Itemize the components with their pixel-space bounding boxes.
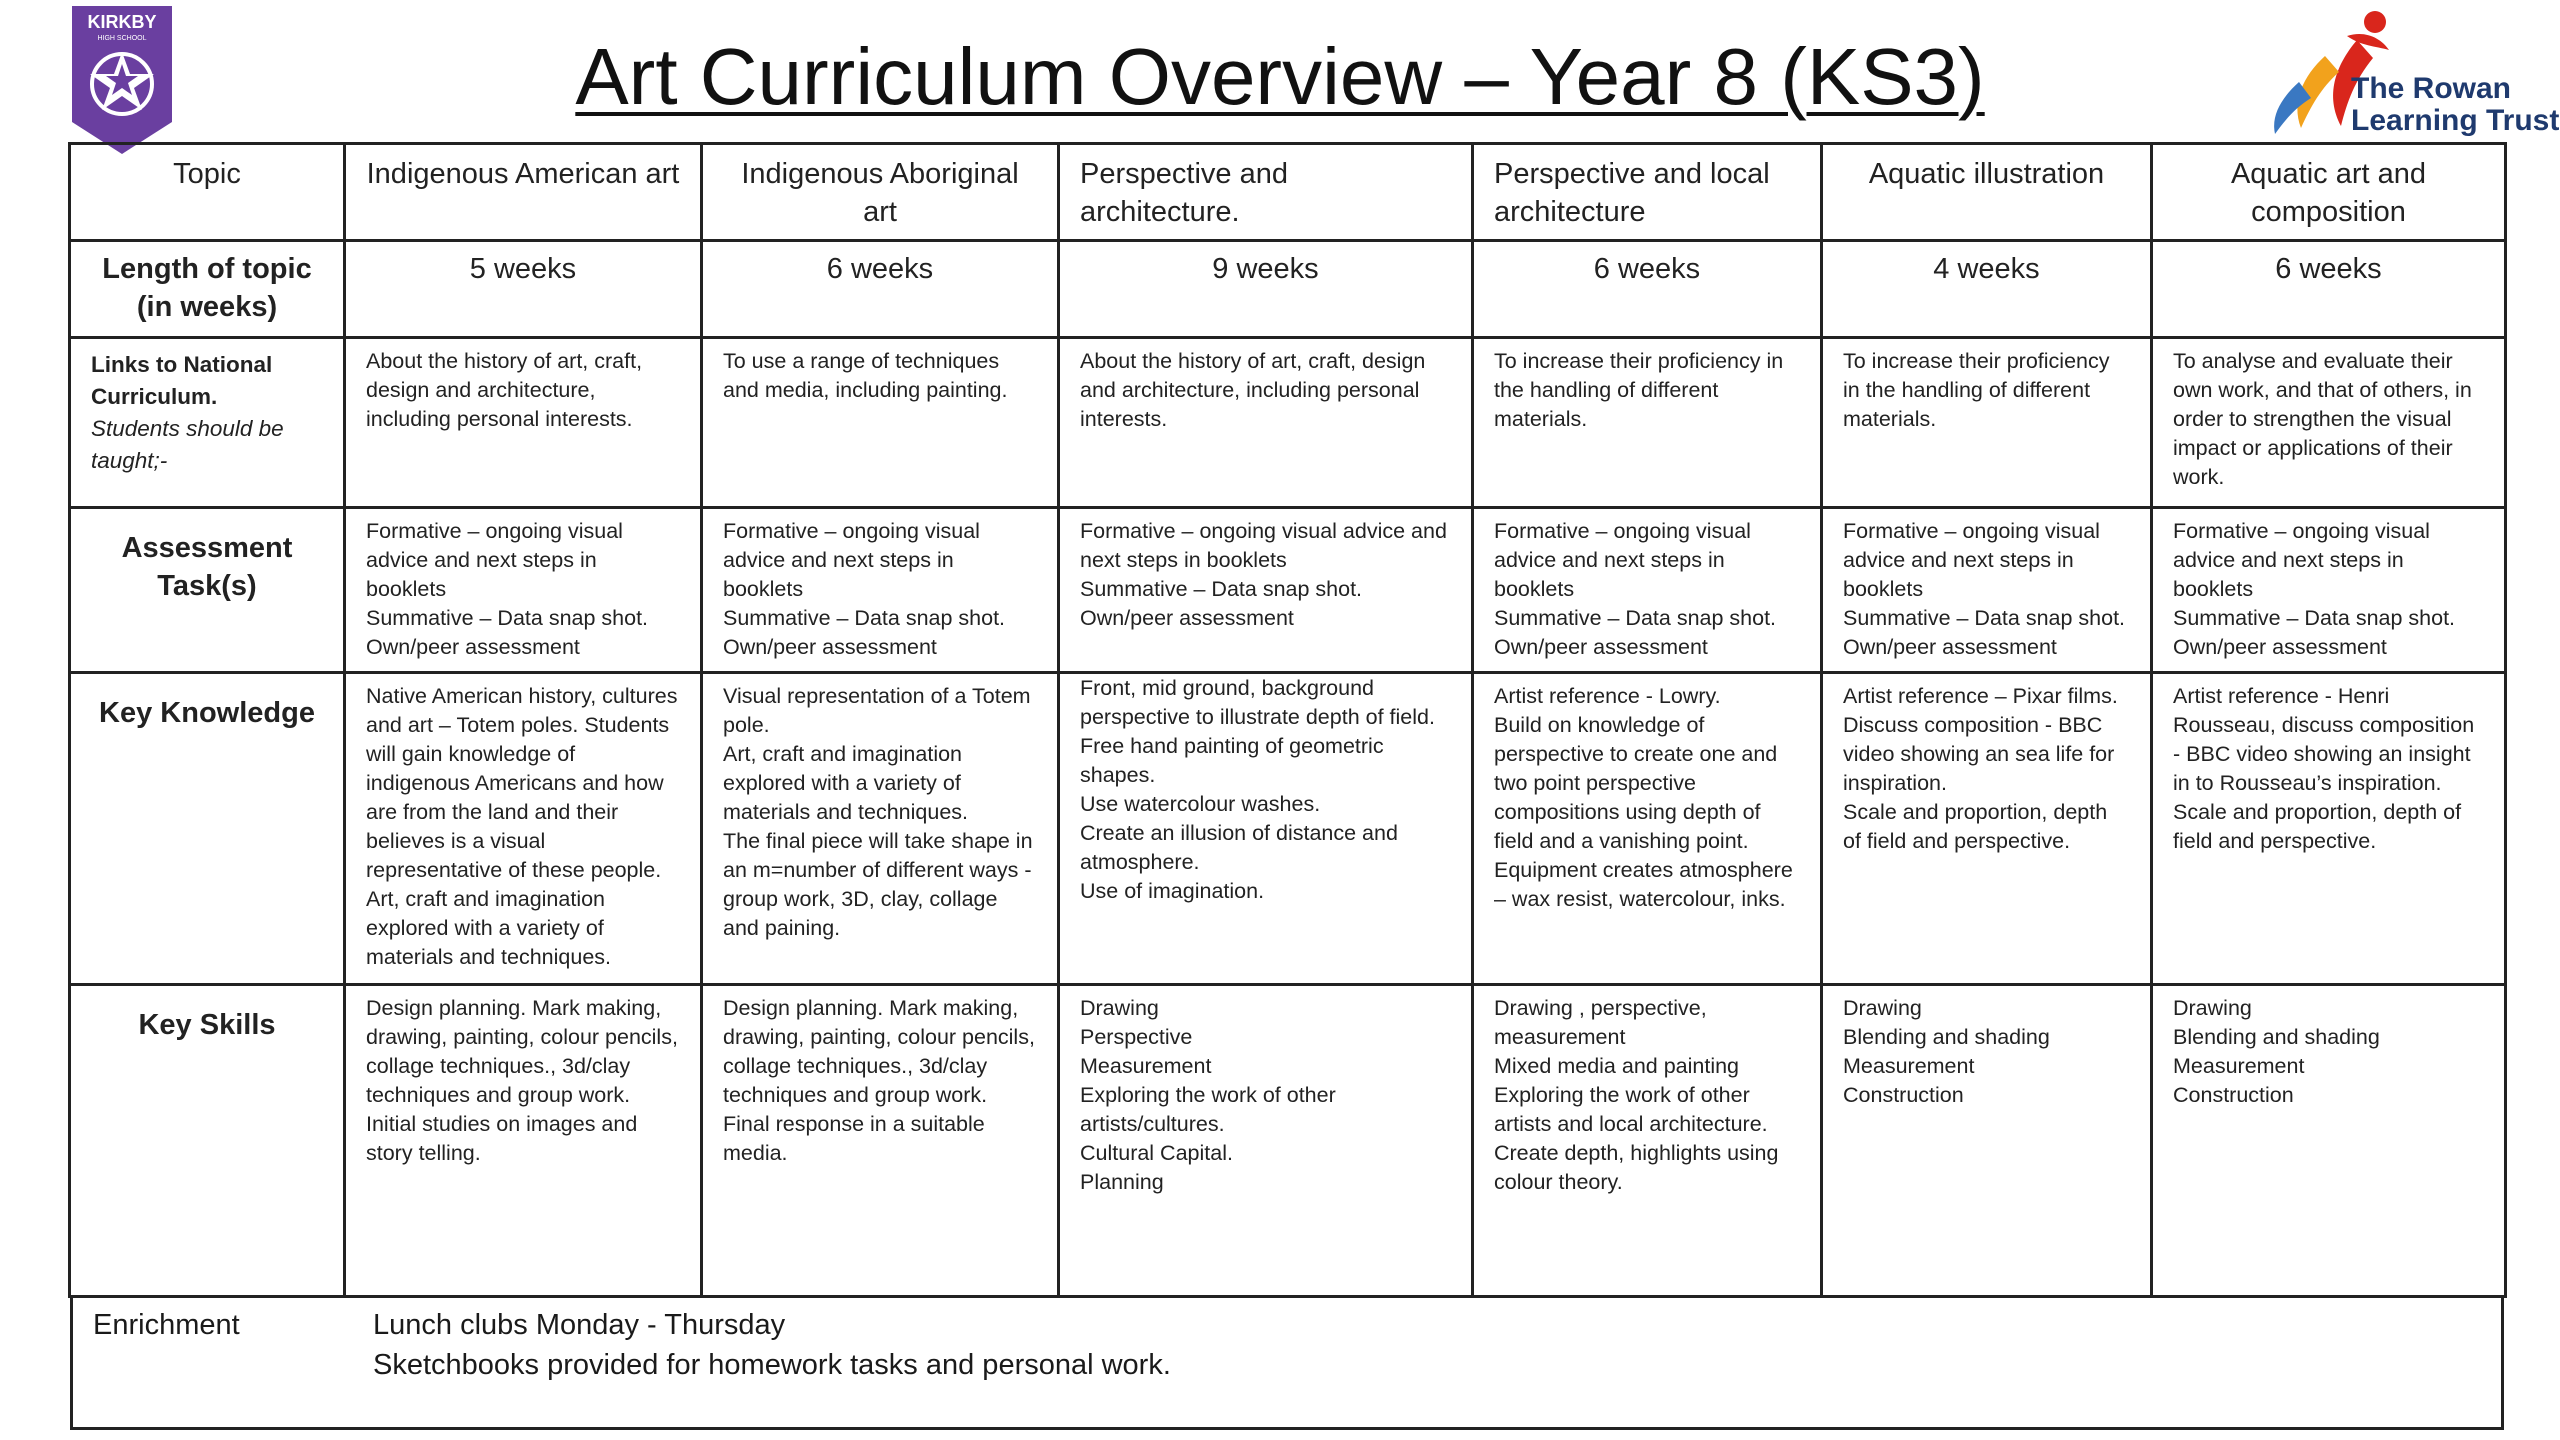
cell-line: Artist reference – Pixar films. Discuss composition - BBC video showing an sea life for inspiration. <box>1843 684 2118 795</box>
cell-line: Drawing <box>1080 996 1159 1020</box>
row-label-assessment: Assessment Task(s) <box>70 508 345 673</box>
skills-row <box>70 985 2506 1297</box>
cell-line: Artist reference - Henri Rousseau, discuss composition - BBC video showing an insight in to Rousseau’s inspiration. <box>2173 684 2475 795</box>
cell-line: Drawing <box>1843 996 1922 1020</box>
trust-logo-line1: The Rowan <box>2351 72 2512 105</box>
cell-line: Artist reference - Lowry. <box>1494 684 1721 708</box>
assessment-cell <box>1473 508 1822 673</box>
cell-line: Scale and proportion, depth of field and perspective. <box>2173 800 2462 853</box>
assessment-cell <box>1059 508 1473 673</box>
length-cell: 6 weeks <box>2152 241 2506 338</box>
cell-line: Own/peer assessment <box>1494 635 1708 659</box>
trust-logo-line2: Learning Trust <box>2351 104 2560 137</box>
links-cell: To analyse and evaluate their own work, and that of others, in order to strengthen the visual impact or applications of their work. <box>2152 338 2506 508</box>
cell-line: Front, mid ground, background perspective to illustrate depth of field. <box>1080 676 1435 729</box>
cell-line: Formative – ongoing visual advice and next steps in booklets <box>366 519 623 601</box>
links-label-italic: Students should be taught;- <box>91 416 284 473</box>
skills-cell <box>2152 985 2506 1297</box>
cell-line: Summative – Data snap shot. <box>366 606 649 630</box>
topic-cell: Aquatic illustration <box>1822 144 2152 241</box>
cell-line: Blending and shading <box>1843 1025 2050 1049</box>
cell-line: Native American history, cultures and art – Totem poles. Students will gain knowledge of indigenous Americans and how are from the land and their believes is a visual representative of these people. <box>366 684 678 882</box>
cell-line: Own/peer assessment <box>1080 606 1294 630</box>
cell-line: Initial studies on images and story telling. <box>366 1112 638 1165</box>
skills-cell <box>1473 985 1822 1297</box>
cell-line: Summative – Data snap shot. <box>1080 577 1363 601</box>
cell-line: Create depth, highlights using colour theory. <box>1494 1141 1779 1194</box>
topic-cell: Perspective and architecture. <box>1059 144 1473 241</box>
enrichment-body <box>353 1295 2503 1429</box>
topic-row <box>70 144 2506 241</box>
cell-line: Exploring the work of other artists and local architecture. <box>1494 1083 1768 1136</box>
cell-line: Scale and proportion, depth of field and perspective. <box>1843 800 2108 853</box>
knowledge-cell <box>702 673 1059 985</box>
cell-line: Summative – Data snap shot. <box>1843 606 2126 630</box>
knowledge-cell <box>345 673 702 985</box>
topic-cell: Perspective and local architecture <box>1473 144 1822 241</box>
assessment-row <box>70 508 2506 673</box>
knowledge-cell <box>1059 673 1473 985</box>
knowledge-row <box>70 673 2506 985</box>
cell-line: Formative – ongoing visual advice and next steps in booklets <box>2173 519 2430 601</box>
cell-line: Art, craft and imagination explored with a variety of materials and techniques. <box>366 887 612 969</box>
cell-line: Own/peer assessment <box>2173 635 2387 659</box>
length-cell: 6 weeks <box>1473 241 1822 338</box>
cell-line: Final response in a suitable media. <box>723 1112 985 1165</box>
length-cell: 4 weeks <box>1822 241 2152 338</box>
cell-line: Formative – ongoing visual advice and next steps in booklets <box>723 519 980 601</box>
links-cell: To increase their proficiency in the handling of different materials. <box>1473 338 1822 508</box>
cell-line: Planning <box>1080 1170 1164 1194</box>
assessment-cell <box>2152 508 2506 673</box>
enrichment-label: Enrichment <box>72 1295 354 1429</box>
topic-cell: Indigenous Aboriginal art <box>702 144 1059 241</box>
cell-line: Drawing <box>2173 996 2252 1020</box>
cell-line: Summative – Data snap shot. <box>723 606 1006 630</box>
assessment-cell <box>702 508 1059 673</box>
cell-line: Art, craft and imagination explored with a variety of materials and techniques. <box>723 742 969 824</box>
links-label-bold: Links to National Curriculum. <box>91 352 273 409</box>
cell-line: Own/peer assessment <box>723 635 937 659</box>
cell-line: Formative – ongoing visual advice and next steps in booklets <box>1494 519 1751 601</box>
cell-line: Design planning. Mark making, drawing, painting, colour pencils, collage techniques., 3d/clay techniques and group work. <box>723 996 1035 1107</box>
cell-line: Equipment creates atmosphere – wax resist, watercolour, inks. <box>1494 858 1793 911</box>
topic-cell: Aquatic art and composition <box>2152 144 2506 241</box>
school-logo-line1: KIRKBY <box>87 12 157 32</box>
enrichment-table <box>70 1295 2504 1430</box>
enrichment-row <box>72 1295 2503 1429</box>
cell-line: Free hand painting of geometric shapes. <box>1080 734 1384 787</box>
cell-line: Exploring the work of other artists/cultures. <box>1080 1083 1336 1136</box>
length-cell: 9 weeks <box>1059 241 1473 338</box>
skills-cell <box>1059 985 1473 1297</box>
row-label-knowledge: Key Knowledge <box>70 673 345 985</box>
cell-line: Measurement <box>1080 1054 1212 1078</box>
links-cell: About the history of art, craft, design and architecture, including personal interests. <box>1059 338 1473 508</box>
row-label-topic: Topic <box>70 144 345 241</box>
links-cell: About the history of art, craft, design and architecture, including personal interests. <box>345 338 702 508</box>
skills-cell <box>702 985 1059 1297</box>
skills-cell <box>345 985 702 1297</box>
row-label-skills: Key Skills <box>70 985 345 1297</box>
cell-line: The final piece will take shape in an m=number of different ways - group work, 3D, clay, collage and paining. <box>723 829 1033 940</box>
cell-line: Formative – ongoing visual advice and next steps in booklets <box>1843 519 2100 601</box>
links-row <box>70 338 2506 508</box>
curriculum-table <box>68 142 2507 1298</box>
cell-line: Design planning. Mark making, drawing, painting, colour pencils, collage techniques., 3d/clay techniques and group work. <box>366 996 678 1107</box>
cell-line: Measurement <box>2173 1054 2305 1078</box>
row-label-links <box>70 338 345 508</box>
skills-cell <box>1822 985 2152 1297</box>
cell-line: Own/peer assessment <box>366 635 580 659</box>
cell-line: Drawing , perspective, measurement <box>1494 996 1707 1049</box>
cell-line: Create an illusion of distance and atmosphere. <box>1080 821 1398 874</box>
knowledge-cell <box>1473 673 1822 985</box>
cell-line: Mixed media and painting <box>1494 1054 1740 1078</box>
knowledge-cell <box>1822 673 2152 985</box>
cell-line: Use watercolour washes. <box>1080 792 1321 816</box>
cell-line: Perspective <box>1080 1025 1193 1049</box>
cell-line: Use of imagination. <box>1080 879 1265 903</box>
length-row <box>70 241 2506 338</box>
length-cell: 5 weeks <box>345 241 702 338</box>
cell-line: Construction <box>1843 1083 1964 1107</box>
cell-line: Summative – Data snap shot. <box>2173 606 2456 630</box>
cell-line: Build on knowledge of perspective to create one and two point perspective compositions using depth of field and a vanishing point. <box>1494 713 1778 853</box>
cell-line: Sketchbooks provided for homework tasks and personal work. <box>373 1349 1171 1381</box>
cell-line: Measurement <box>1843 1054 1975 1078</box>
cell-line: Cultural Capital. <box>1080 1141 1233 1165</box>
cell-line: Formative – ongoing visual advice and next steps in booklets <box>1080 519 1447 572</box>
row-label-length: Length of topic (in weeks) <box>70 241 345 338</box>
cell-line: Blending and shading <box>2173 1025 2380 1049</box>
length-cell: 6 weeks <box>702 241 1059 338</box>
links-cell: To increase their proficiency in the handling of different materials. <box>1822 338 2152 508</box>
topic-cell: Indigenous American art <box>345 144 702 241</box>
assessment-cell <box>345 508 702 673</box>
cell-line: Own/peer assessment <box>1843 635 2057 659</box>
cell-line: Lunch clubs Monday - Thursday <box>373 1309 786 1341</box>
cell-line: Summative – Data snap shot. <box>1494 606 1777 630</box>
assessment-cell <box>1822 508 2152 673</box>
cell-line: Construction <box>2173 1083 2294 1107</box>
links-cell: To use a range of techniques and media, including painting. <box>702 338 1059 508</box>
knowledge-cell <box>2152 673 2506 985</box>
cell-line: Visual representation of a Totem pole. <box>723 684 1031 737</box>
school-logo-line2: HIGH SCHOOL <box>97 35 147 42</box>
page-title: Art Curriculum Overview – Year 8 (KS3) <box>575 32 1985 121</box>
